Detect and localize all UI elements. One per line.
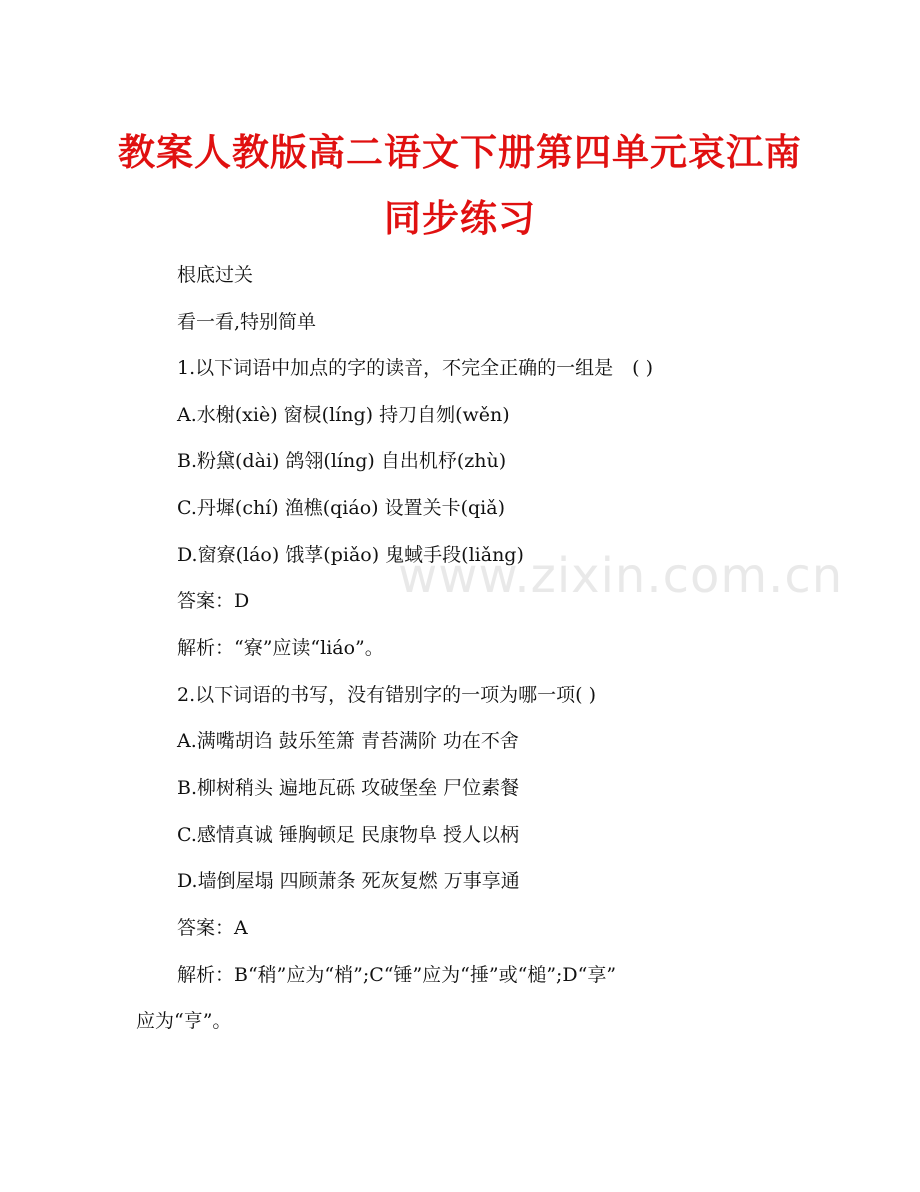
question-1-option-c: C.丹墀(chí) 渔樵(qiáo) 设置关卡(qiǎ) bbox=[177, 497, 505, 519]
question-2-option-a: A.满嘴胡诌 鼓乐笙箫 青苔满阶 功在不舍 bbox=[177, 730, 519, 752]
document-title-line-2: 同步练习 bbox=[384, 197, 536, 240]
question-2-explanation: 解析：B“稍”应为“梢”;C“锤”应为“捶”或“槌”;D“享” bbox=[177, 964, 617, 986]
question-1-option-b: B.粉黛(dài) 鸽翎(líng) 自出机杼(zhù) bbox=[177, 450, 507, 472]
section-subheading: 看一看,特别简单 bbox=[177, 311, 317, 333]
question-2-answer: 答案：A bbox=[177, 917, 248, 939]
question-2-option-b: B.柳树稍头 遍地瓦砾 攻破堡垒 尸位素餐 bbox=[177, 777, 520, 799]
question-2-option-d: D.墙倒屋塌 四顾萧条 死灰复燃 万事享通 bbox=[177, 870, 520, 892]
question-1: 1.以下词语中加点的字的读音，不完全正确的一组是 ( ) bbox=[177, 357, 653, 379]
question-1-answer: 答案：D bbox=[177, 590, 250, 612]
watermark: www.zixin.com.cn bbox=[398, 548, 844, 604]
question-2-explanation-continued: 应为“亨”。 bbox=[136, 1010, 232, 1032]
question-1-option-a: A.水榭(xiè) 窗棂(líng) 持刀自刎(wěn) bbox=[177, 404, 510, 426]
question-1-option-d: D.窗寮(láo) 饿莩(piǎo) 鬼蜮手段(liǎng) bbox=[177, 544, 524, 566]
question-2-option-c: C.感情真诚 锤胸顿足 民康物阜 授人以柄 bbox=[177, 824, 520, 846]
question-2: 2.以下词语的书写，没有错别字的一项为哪一项( ) bbox=[177, 684, 596, 706]
document-title-line-1: 教案人教版高二语文下册第四单元哀江南 bbox=[118, 131, 802, 174]
question-1-explanation: 解析：“寮”应读“liáo”。 bbox=[177, 637, 384, 659]
section-heading: 根底过关 bbox=[177, 264, 254, 286]
